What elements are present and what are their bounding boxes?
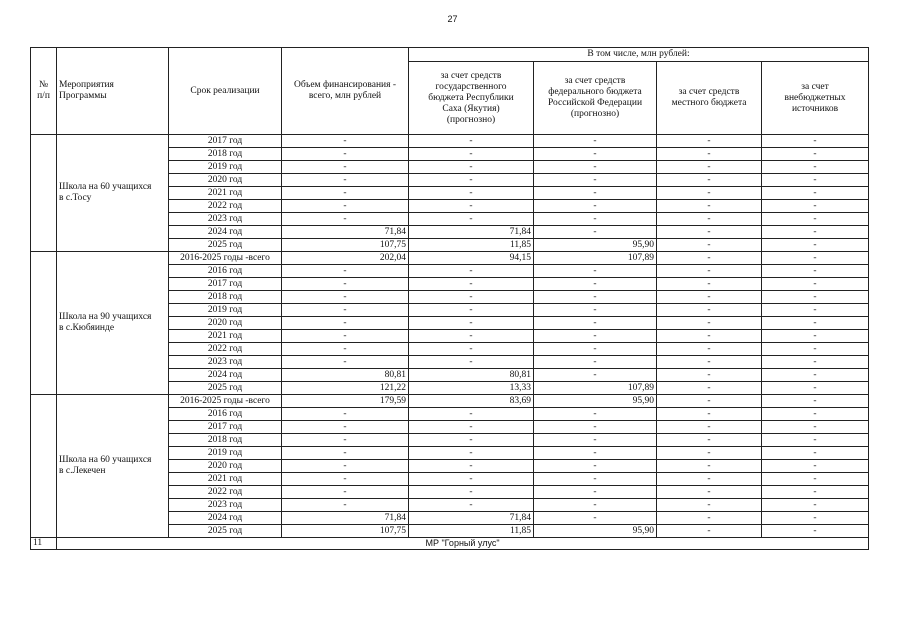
header-federal: за счет средств федерального бюджета Российской Федерации (прогнозно): [534, 62, 657, 135]
period-cell: 2022 год: [169, 343, 282, 356]
republic-cell: -: [409, 447, 534, 460]
republic-cell: -: [409, 278, 534, 291]
extra-cell: -: [762, 317, 869, 330]
republic-cell: 11,85: [409, 525, 534, 538]
total-cell: -: [282, 460, 409, 473]
period-cell: 2020 год: [169, 174, 282, 187]
republic-cell: -: [409, 161, 534, 174]
extra-cell: -: [762, 161, 869, 174]
federal-cell: -: [534, 213, 657, 226]
federal-cell: -: [534, 460, 657, 473]
federal-cell: -: [534, 161, 657, 174]
federal-cell: -: [534, 369, 657, 382]
extra-cell: -: [762, 512, 869, 525]
extra-cell: -: [762, 460, 869, 473]
extra-cell: -: [762, 330, 869, 343]
total-cell: -: [282, 473, 409, 486]
republic-cell: -: [409, 408, 534, 421]
local-cell: -: [657, 460, 762, 473]
row-number-cell: [31, 135, 57, 252]
local-cell: -: [657, 135, 762, 148]
republic-cell: 80,81: [409, 369, 534, 382]
period-cell: 2018 год: [169, 148, 282, 161]
period-cell: 2023 год: [169, 213, 282, 226]
extra-cell: -: [762, 291, 869, 304]
row-number-cell: [31, 252, 57, 395]
total-cell: 107,75: [282, 525, 409, 538]
republic-cell: -: [409, 499, 534, 512]
extra-cell: -: [762, 525, 869, 538]
total-cell: -: [282, 408, 409, 421]
header-group-label: В том числе, млн рублей:: [409, 48, 869, 62]
extra-cell: -: [762, 174, 869, 187]
local-cell: -: [657, 330, 762, 343]
extra-cell: -: [762, 135, 869, 148]
republic-cell: 11,85: [409, 239, 534, 252]
event-name-cell: Школа на 60 учащихся в с.Тосу: [57, 135, 169, 252]
total-cell: -: [282, 174, 409, 187]
extra-cell: -: [762, 369, 869, 382]
extra-cell: -: [762, 265, 869, 278]
total-cell: -: [282, 161, 409, 174]
extra-cell: -: [762, 187, 869, 200]
local-cell: -: [657, 239, 762, 252]
federal-cell: -: [534, 330, 657, 343]
period-cell: 2024 год: [169, 512, 282, 525]
local-cell: -: [657, 252, 762, 265]
republic-cell: 83,69: [409, 395, 534, 408]
period-cell: 2023 год: [169, 499, 282, 512]
federal-cell: -: [534, 512, 657, 525]
republic-cell: -: [409, 304, 534, 317]
federal-cell: -: [534, 473, 657, 486]
local-cell: -: [657, 356, 762, 369]
local-cell: -: [657, 525, 762, 538]
republic-cell: -: [409, 187, 534, 200]
extra-cell: -: [762, 278, 869, 291]
local-cell: -: [657, 395, 762, 408]
extra-cell: -: [762, 473, 869, 486]
total-cell: 80,81: [282, 369, 409, 382]
republic-cell: -: [409, 486, 534, 499]
federal-cell: -: [534, 226, 657, 239]
period-cell: 2021 год: [169, 473, 282, 486]
local-cell: -: [657, 148, 762, 161]
local-cell: -: [657, 512, 762, 525]
extra-cell: -: [762, 421, 869, 434]
federal-cell: -: [534, 135, 657, 148]
republic-cell: -: [409, 473, 534, 486]
local-cell: -: [657, 174, 762, 187]
local-cell: -: [657, 317, 762, 330]
federal-cell: -: [534, 200, 657, 213]
federal-cell: -: [534, 408, 657, 421]
federal-cell: -: [534, 187, 657, 200]
page-number: 27: [447, 14, 458, 24]
local-cell: -: [657, 486, 762, 499]
republic-cell: -: [409, 174, 534, 187]
period-cell: 2018 год: [169, 291, 282, 304]
extra-cell: -: [762, 343, 869, 356]
period-cell: 2017 год: [169, 421, 282, 434]
period-cell: 2025 год: [169, 525, 282, 538]
republic-cell: -: [409, 213, 534, 226]
local-cell: -: [657, 434, 762, 447]
period-cell: 2020 год: [169, 317, 282, 330]
total-cell: 71,84: [282, 512, 409, 525]
federal-cell: -: [534, 317, 657, 330]
table-row: [31, 395, 869, 408]
header-period: Срок реализации: [169, 48, 282, 135]
extra-cell: -: [762, 148, 869, 161]
federal-cell: -: [534, 265, 657, 278]
period-cell: 2021 год: [169, 330, 282, 343]
federal-cell: -: [534, 421, 657, 434]
extra-cell: -: [762, 395, 869, 408]
federal-cell: -: [534, 434, 657, 447]
republic-cell: -: [409, 434, 534, 447]
federal-cell: -: [534, 148, 657, 161]
header-event: Мероприятия Программы: [57, 48, 169, 135]
header-total: Объем финансирования - всего, млн рублей: [282, 48, 409, 135]
local-cell: -: [657, 226, 762, 239]
local-cell: -: [657, 343, 762, 356]
total-cell: -: [282, 317, 409, 330]
extra-cell: -: [762, 499, 869, 512]
region-title: МР "Горный улус": [57, 538, 869, 550]
extra-cell: -: [762, 252, 869, 265]
total-cell: -: [282, 187, 409, 200]
republic-cell: -: [409, 330, 534, 343]
period-cell: 2022 год: [169, 200, 282, 213]
local-cell: -: [657, 473, 762, 486]
local-cell: -: [657, 382, 762, 395]
table-row: [31, 135, 869, 148]
header-no: № п/п: [31, 48, 57, 135]
federal-cell: 95,90: [534, 239, 657, 252]
local-cell: -: [657, 369, 762, 382]
event-name-cell: Школа на 60 учащихся в с.Лекечен: [57, 395, 169, 538]
republic-cell: -: [409, 317, 534, 330]
federal-cell: 107,89: [534, 382, 657, 395]
total-cell: -: [282, 200, 409, 213]
federal-cell: -: [534, 486, 657, 499]
extra-cell: -: [762, 408, 869, 421]
local-cell: -: [657, 421, 762, 434]
total-cell: -: [282, 148, 409, 161]
financing-table: [30, 47, 869, 550]
extra-cell: -: [762, 239, 869, 252]
federal-cell: -: [534, 499, 657, 512]
local-cell: -: [657, 408, 762, 421]
total-cell: -: [282, 304, 409, 317]
federal-cell: -: [534, 356, 657, 369]
total-cell: 179,59: [282, 395, 409, 408]
local-cell: -: [657, 278, 762, 291]
total-cell: -: [282, 213, 409, 226]
republic-cell: -: [409, 460, 534, 473]
period-cell: 2016 год: [169, 265, 282, 278]
federal-cell: -: [534, 174, 657, 187]
local-cell: -: [657, 291, 762, 304]
republic-cell: -: [409, 135, 534, 148]
total-cell: 202,04: [282, 252, 409, 265]
total-cell: -: [282, 356, 409, 369]
period-cell: 2025 год: [169, 239, 282, 252]
total-cell: -: [282, 265, 409, 278]
total-cell: -: [282, 421, 409, 434]
republic-cell: 71,84: [409, 512, 534, 525]
federal-cell: -: [534, 343, 657, 356]
period-cell: 2023 год: [169, 356, 282, 369]
period-cell: 2019 год: [169, 447, 282, 460]
period-cell: 2019 год: [169, 304, 282, 317]
republic-cell: 94,15: [409, 252, 534, 265]
header-extra: за счет внебюджетных источников: [762, 62, 869, 135]
table-body: [31, 135, 869, 538]
federal-cell: 95,90: [534, 525, 657, 538]
local-cell: -: [657, 187, 762, 200]
federal-cell: -: [534, 291, 657, 304]
period-cell: 2024 год: [169, 226, 282, 239]
period-cell: 2020 год: [169, 460, 282, 473]
period-cell: 2019 год: [169, 161, 282, 174]
republic-cell: 71,84: [409, 226, 534, 239]
region-row: [31, 538, 869, 550]
period-cell: 2016-2025 годы -всего: [169, 395, 282, 408]
period-cell: 2017 год: [169, 278, 282, 291]
total-cell: -: [282, 447, 409, 460]
republic-cell: -: [409, 421, 534, 434]
period-cell: 2025 год: [169, 382, 282, 395]
federal-cell: 95,90: [534, 395, 657, 408]
total-cell: -: [282, 486, 409, 499]
federal-cell: -: [534, 278, 657, 291]
local-cell: -: [657, 200, 762, 213]
total-cell: -: [282, 330, 409, 343]
event-name-cell: Школа на 90 учащихся в с.Кюбяинде: [57, 252, 169, 395]
row-number-cell: [31, 395, 57, 538]
extra-cell: -: [762, 434, 869, 447]
republic-cell: -: [409, 265, 534, 278]
extra-cell: -: [762, 200, 869, 213]
local-cell: -: [657, 265, 762, 278]
extra-cell: -: [762, 304, 869, 317]
period-cell: 2021 год: [169, 187, 282, 200]
republic-cell: -: [409, 148, 534, 161]
federal-cell: 107,89: [534, 252, 657, 265]
total-cell: -: [282, 499, 409, 512]
local-cell: -: [657, 213, 762, 226]
period-cell: 2018 год: [169, 434, 282, 447]
total-cell: 107,75: [282, 239, 409, 252]
local-cell: -: [657, 499, 762, 512]
period-cell: 2017 год: [169, 135, 282, 148]
period-cell: 2024 год: [169, 369, 282, 382]
republic-cell: -: [409, 343, 534, 356]
federal-cell: -: [534, 447, 657, 460]
local-cell: -: [657, 161, 762, 174]
local-cell: -: [657, 447, 762, 460]
extra-cell: -: [762, 447, 869, 460]
local-cell: -: [657, 304, 762, 317]
total-cell: -: [282, 135, 409, 148]
extra-cell: -: [762, 226, 869, 239]
header-local: за счет средств местного бюджета: [657, 62, 762, 135]
region-row-number: 11: [31, 538, 57, 550]
total-cell: 121,22: [282, 382, 409, 395]
table-row: [31, 252, 869, 265]
federal-cell: -: [534, 304, 657, 317]
extra-cell: -: [762, 382, 869, 395]
total-cell: -: [282, 291, 409, 304]
header-republic: за счет средств государственного бюджета Республики Саха (Якутия) (прогнозно): [409, 62, 534, 135]
total-cell: 71,84: [282, 226, 409, 239]
republic-cell: -: [409, 356, 534, 369]
period-cell: 2016-2025 годы -всего: [169, 252, 282, 265]
republic-cell: -: [409, 291, 534, 304]
extra-cell: -: [762, 213, 869, 226]
total-cell: -: [282, 434, 409, 447]
extra-cell: -: [762, 486, 869, 499]
republic-cell: -: [409, 200, 534, 213]
total-cell: -: [282, 343, 409, 356]
period-cell: 2016 год: [169, 408, 282, 421]
republic-cell: 13,33: [409, 382, 534, 395]
total-cell: -: [282, 278, 409, 291]
period-cell: 2022 год: [169, 486, 282, 499]
extra-cell: -: [762, 356, 869, 369]
